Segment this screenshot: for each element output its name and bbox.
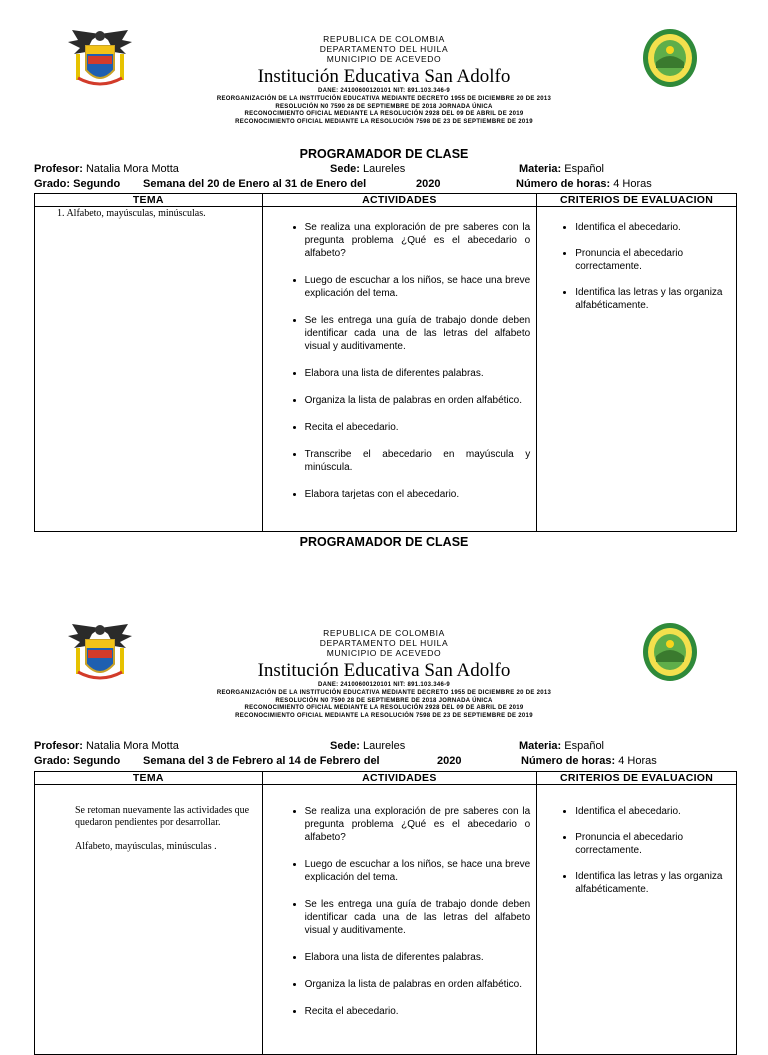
list-item: • Luego de escuchar a los niños, se hace una breve explicación del tema. [305, 274, 531, 300]
gov-line: DEPARTAMENTO DEL HUILA [319, 638, 449, 648]
gov-line: REPUBLICA DE COLOMBIA [323, 628, 445, 638]
list-item: • Identifica las letras y las organiza alfabéticamente. [575, 286, 732, 312]
list-item: • Transcribe el abecedario en mayúscula y minúscula. [305, 448, 531, 474]
school-seal-icon [642, 622, 698, 682]
week-del-label: del [363, 755, 380, 767]
gov-line: MUNICIPIO DE ACEVEDO [326, 54, 442, 64]
year-value: 2020 [437, 755, 462, 767]
hours-info [516, 178, 652, 190]
hours-label: Número de horas: [516, 178, 611, 190]
letterhead [0, 0, 768, 140]
class-plan-page-2 [0, 594, 768, 1017]
list-item: • Se realiza una exploración de pre saberes con la pregunta problema ¿Qué es el abecedario o alfabeto? [305, 221, 531, 260]
teacher-label: Profesor: [34, 740, 83, 752]
subject-label: Materia: [519, 163, 562, 175]
grade-info [34, 178, 120, 190]
table-row [35, 207, 737, 532]
grade-info [34, 755, 120, 767]
hours-label: Número de horas: [521, 755, 616, 767]
subject-name: Español [564, 740, 605, 752]
list-item: • Luego de escuchar a los niños, se hace una breve explicación del tema. [305, 858, 531, 884]
legal-line: REORGANIZACIÓN DE LA INSTITUCIÓN EDUCATIVA MEDIANTE DECRETO 1955 DE DICIEMBRE 20 DE 2013 [216, 95, 552, 102]
week-range: 20 de Enero al 31 de Enero [207, 178, 348, 190]
col-header-actividades: ACTIVIDADES [262, 194, 537, 207]
campus-label: Sede: [330, 740, 360, 752]
letterhead [0, 594, 768, 734]
legal-line: REORGANIZACIÓN DE LA INSTITUCIÓN EDUCATIVA MEDIANTE DECRETO 1955 DE DICIEMBRE 20 DE 2013 [216, 689, 552, 696]
subject-label: Materia: [519, 740, 562, 752]
plan-table [34, 771, 737, 1055]
document-title: PROGRAMADOR DE CLASE [299, 147, 469, 161]
list-item: • Se les entrega una guía de trabajo donde deben identificar cada una de las letras del alfabeto visual y auditivamente. [305, 314, 531, 353]
teacher-info [34, 163, 179, 175]
col-header-tema: TEMA [35, 194, 263, 207]
institution-name: Institución Educativa San Adolfo [257, 66, 511, 87]
actividades-list [263, 805, 537, 1018]
gov-line: REPUBLICA DE COLOMBIA [323, 34, 445, 44]
subject-name: Español [564, 163, 605, 175]
legal-line: RECONOCIMIENTO OFICIAL MEDIANTE LA RESOLUCIÓN 7598 DE 23 DE SEPTIEMBRE DE 2019 [235, 119, 533, 126]
institution-name: Institución Educativa San Adolfo [257, 660, 511, 681]
campus-name: Laureles [363, 740, 406, 752]
week-range: 3 de Febrero al 14 de Febrero [204, 755, 361, 767]
list-item: • Identifica el abecedario. [575, 805, 732, 818]
grade-label: Grado: Segundo [34, 178, 121, 190]
legal-line: RESOLUCIÓN N0 7590 28 DE SEPTIEMBRE DE 2018 JORNADA ÚNICA [275, 103, 493, 110]
list-item: • Elabora una lista de diferentes palabras. [305, 951, 531, 964]
year [437, 755, 461, 767]
campus-name: Laureles [363, 163, 406, 175]
subject-info [519, 163, 604, 175]
actividades-list [263, 221, 537, 501]
hours-info [521, 755, 657, 767]
year [416, 178, 440, 190]
tema-text: Alfabeto, mayúsculas, minúsculas . [75, 841, 217, 852]
list-item: • Organiza la lista de palabras en orden alfabético. [305, 978, 531, 991]
campus-info [330, 740, 405, 752]
criterios-list [537, 221, 736, 312]
list-item: • Recita el abecedario. [305, 421, 531, 434]
week-del-label: del [350, 178, 367, 190]
document-title-repeat: PROGRAMADOR DE CLASE [299, 535, 469, 549]
list-item: • Elabora tarjetas con el abecedario. [305, 488, 531, 501]
teacher-info [34, 740, 179, 752]
legal-line: RECONOCIMIENTO OFICIAL MEDIANTE LA RESOLUCIÓN 7598 DE 23 DE SEPTIEMBRE DE 2019 [235, 713, 533, 720]
legal-line: DANE: 24100600120101 NIT: 891.103.346-9 [317, 682, 451, 688]
legal-lines [0, 88, 768, 127]
campus-info [330, 163, 405, 175]
legal-line: RECONOCIMIENTO OFICIAL MEDIANTE LA RESOLUCIÓN 2928 DEL 09 DE ABRIL DE 2019 [244, 705, 524, 712]
hours-value: 4 Horas [613, 178, 652, 190]
criterios-list [537, 805, 736, 896]
list-item: • Se realiza una exploración de pre saberes con la pregunta problema ¿Qué es el abecedario o alfabeto? [305, 805, 531, 844]
school-seal-icon [642, 28, 698, 88]
week-info [143, 755, 380, 767]
table-header-row [35, 194, 737, 207]
campus-label: Sede: [330, 163, 360, 175]
week-label: Semana del [143, 755, 205, 767]
table-row [35, 785, 737, 1055]
legal-line: DANE: 24100600120101 NIT: 891.103.346-9 [317, 88, 451, 94]
gov-line: MUNICIPIO DE ACEVEDO [326, 648, 442, 658]
week-label: Semana del [143, 178, 205, 190]
list-item: • Organiza la lista de palabras en orden alfabético. [305, 394, 531, 407]
tema-cell [35, 785, 263, 1055]
teacher-name: Natalia Mora Motta [85, 740, 179, 752]
grade-label: Grado: Segundo [34, 755, 121, 767]
plan-table [34, 193, 737, 532]
actividades-cell [262, 207, 537, 532]
col-header-criterios: CRITERIOS DE EVALUACION [537, 194, 737, 207]
table-header-row [35, 772, 737, 785]
list-item: • Identifica las letras y las organiza alfabéticamente. [575, 870, 732, 896]
list-item: • Elabora una lista de diferentes palabras. [305, 367, 531, 380]
criterios-cell [537, 207, 737, 532]
subject-info [519, 740, 604, 752]
list-item: • Identifica el abecedario. [575, 221, 732, 234]
week-info [143, 178, 366, 190]
tema-cell [35, 207, 263, 532]
list-item: • Se les entrega una guía de trabajo donde deben identificar cada una de las letras del alfabeto visual y auditivamente. [305, 898, 531, 937]
hours-value: 4 Horas [618, 755, 657, 767]
teacher-name: Natalia Mora Motta [85, 163, 179, 175]
year-value: 2020 [416, 178, 441, 190]
legal-line: RESOLUCIÓN N0 7590 28 DE SEPTIEMBRE DE 2018 JORNADA ÚNICA [275, 697, 493, 704]
col-header-actividades: ACTIVIDADES [262, 772, 537, 785]
criterios-cell [537, 785, 737, 1055]
list-item: • Recita el abecedario. [305, 1005, 531, 1018]
col-header-tema: TEMA [35, 772, 263, 785]
col-header-criterios: CRITERIOS DE EVALUACION [537, 772, 737, 785]
legal-lines [0, 682, 768, 721]
list-item: • Pronuncia el abecedario correctamente. [575, 247, 732, 273]
teacher-label: Profesor: [34, 163, 83, 175]
gov-line: DEPARTAMENTO DEL HUILA [319, 44, 449, 54]
tema-text: 1. Alfabeto, mayúsculas, minúsculas. [57, 208, 206, 219]
legal-line: RECONOCIMIENTO OFICIAL MEDIANTE LA RESOLUCIÓN 2928 DEL 09 DE ABRIL DE 2019 [244, 111, 524, 118]
list-item: • Pronuncia el abecedario correctamente. [575, 831, 732, 857]
tema-text: Se retoman nuevamente las actividades que quedaron pendientes por desarrollar. [75, 805, 250, 828]
actividades-cell [262, 785, 537, 1055]
